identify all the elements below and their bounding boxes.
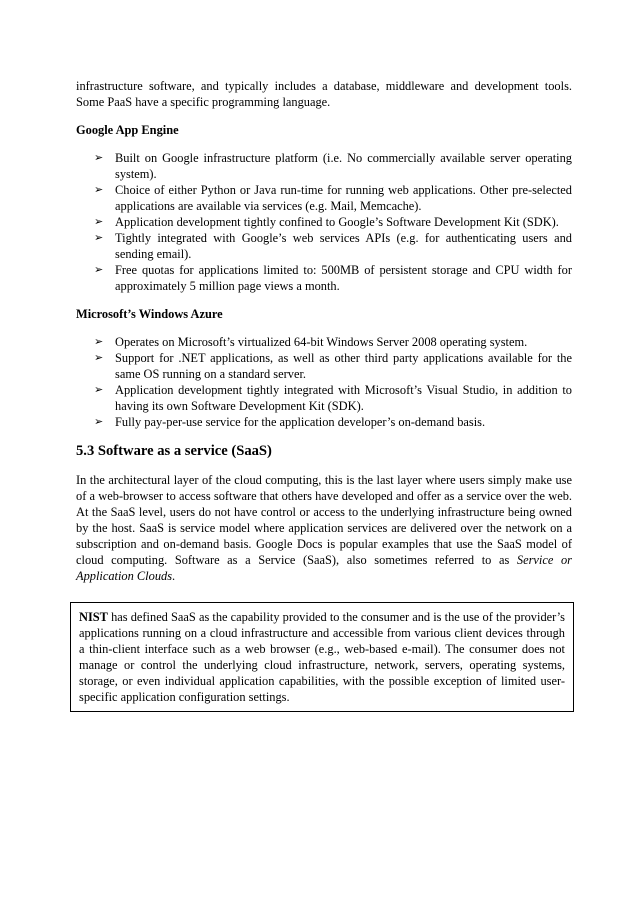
- document-page: [76, 78, 572, 712]
- list-item: ➢ Fully pay-per-use service for the application developer’s on-demand basis.: [94, 415, 486, 429]
- windows-azure-heading: Microsoft’s Windows Azure: [76, 307, 223, 321]
- list-item: ➢ Free quotas for applications limited to: 500MB of persistent storage and CPU width for approximately 5 million page views a month.: [94, 263, 572, 293]
- arrow-bullet-icon: ➢: [94, 351, 104, 364]
- arrow-bullet-icon: ➢: [94, 231, 104, 244]
- list-item: ➢ Application development tightly integrated with Microsoft’s Visual Studio, in addition to having its own Software Development Kit (SDK).: [94, 383, 572, 413]
- list-item: ➢ Application development tightly confined to Google’s Software Development Kit (SDK).: [94, 215, 559, 229]
- arrow-bullet-icon: ➢: [94, 263, 104, 276]
- intro-paragraph: infrastructure software, and typically includes a database, middleware and development tools. Some PaaS have a specific programming language.: [76, 79, 572, 109]
- list-item: ➢ Choice of either Python or Java run-time for running web applications. Other pre-selected applications are available via services (e.g. Mail, Memcache).: [94, 183, 572, 213]
- list-item: ➢ Built on Google infrastructure platform (i.e. No commercially available server operating system).: [94, 151, 572, 181]
- list-item: ➢ Tightly integrated with Google’s web services APIs (e.g. for authenticating users and sending email).: [94, 231, 572, 261]
- google-app-engine-heading: Google App Engine: [76, 123, 179, 137]
- arrow-bullet-icon: ➢: [94, 383, 104, 396]
- google-bullet-list: [76, 150, 572, 294]
- list-item: ➢ Support for .NET applications, as well as other third party applications available for the same OS running on a standard server.: [94, 351, 572, 381]
- arrow-bullet-icon: ➢: [94, 183, 104, 196]
- saas-paragraph: In the architectural layer of the cloud computing, this is the last layer where users simply make use of a web-browser to access software that others have developed and offer as a service over the web. At the SaaS level, users do not have control or access to the underlying infrastructure being owned by the host. SaaS is service model where application services are delivered over the network on a subscription and on-demand basis. Google Docs is popular examples that use the SaaS model of cloud computing. Software as a Service (SaaS), also sometimes referred to as Service or Application Clouds.: [76, 473, 572, 583]
- saas-italic-term: Service or Application Clouds: [76, 553, 572, 583]
- arrow-bullet-icon: ➢: [94, 151, 104, 164]
- saas-section-heading: 5.3 Software as a service (SaaS): [76, 443, 272, 459]
- list-item: ➢ Operates on Microsoft’s virtualized 64-bit Windows Server 2008 operating system.: [94, 335, 528, 349]
- azure-bullet-list: [76, 334, 572, 430]
- arrow-bullet-icon: ➢: [94, 335, 104, 348]
- nist-label: NIST: [79, 610, 108, 624]
- nist-definition-box: [70, 602, 574, 712]
- nist-definition-text: has defined SaaS as the capability provided to the consumer and is the use of the provider’s applications running on a cloud infrastructure and accessible from various client devices through a thin-client interface such as a web browser (e.g., web-based e-mail). The consumer does not manage or control the underlying cloud infrastructure, network, servers, operating systems, storage, or even individual application capabilities, with the possible exception of limited user-specific application configuration settings.: [79, 610, 565, 704]
- arrow-bullet-icon: ➢: [94, 215, 104, 228]
- arrow-bullet-icon: ➢: [94, 415, 104, 428]
